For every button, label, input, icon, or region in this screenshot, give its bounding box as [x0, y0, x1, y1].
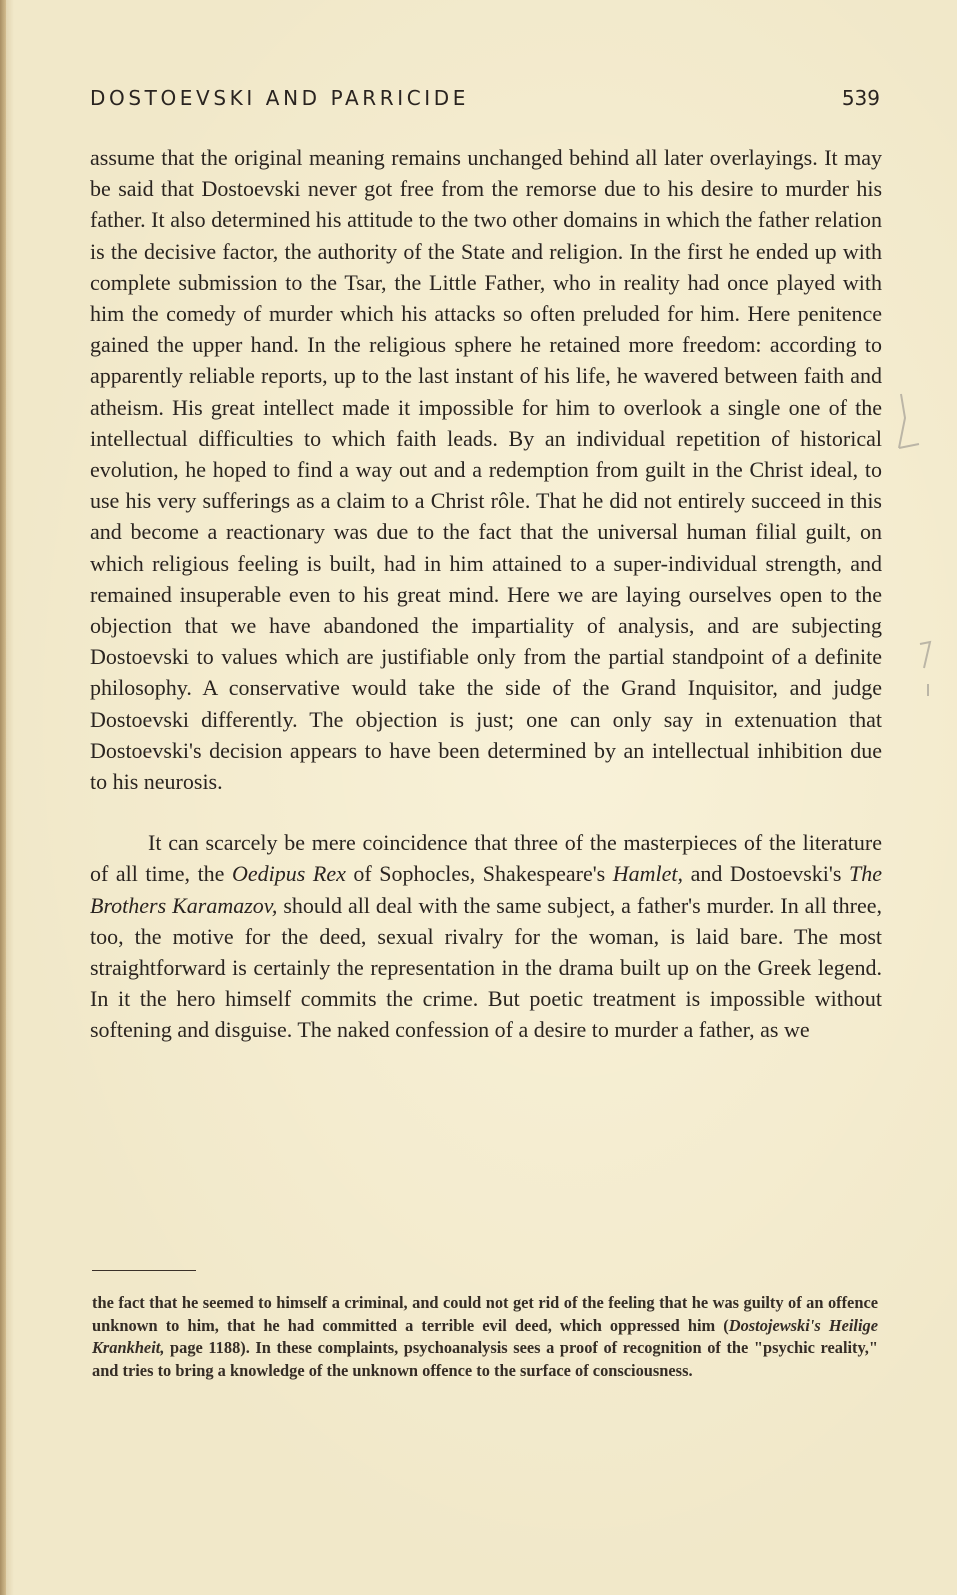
title-brothers-karamazov: The Brothers Karamazov, [90, 861, 882, 918]
footnote-divider [92, 1270, 196, 1271]
paragraph-1: assume that the original meaning remains unchanged behind all later overlayings. It may be said that Dostoevski never got free from the remorse due to his desire to murder his father. It also determined his attitude to the two other domains in which the father relation is the decisive factor, the authority of the State and religion. In the first he ended up with complete submission to the Tsar, the Little Father, who in reality had once played with him the comedy of murder which his attacks so often preluded for him. Here penitence gained the upper hand. In the religious sphere he retained more freedom: according to apparently reliable reports, up to the last instant of his life, he wavered between faith and atheism. His great intellect made it impossible for him to overlook a single one of the intellectual difficulties to which faith leads. By an individual repetition of historical evolution, he hoped to find a way out and a redemption from guilt in the Christ ideal, to use his very sufferings as a claim to a Christ rôle. That he did not entirely succeed in this and become a reactionary was due to the fact that the universal human filial guilt, on which religious feeling is built, had in him attained to a super-individual strength, and remained insuperable even to his great mind. Here we are laying ourselves open to the objection that we have abandoned the impartiality of analysis, and are subjecting Dostoevski to values which are justifiable only from the partial standpoint of a definite philosophy. A conservative would take the side of the Grand Inquisitor, and judge Dostoevski differently. The objection is just; one can only say in extenuation that Dostoevski's decision appears to have been determined by an intellectual inhibition due to his neurosis. [90, 145, 882, 795]
title-oedipus-rex: Oedipus Rex [232, 861, 346, 887]
footnote [92, 1292, 878, 1382]
footnote-text-a: the fact that he seemed to himself a criminal, and could not get rid of the feeling that he was guilty of an offence unknown to him, that he had committed a terrible evil deed, which oppressed him ( [92, 1293, 878, 1335]
paragraph-2 [90, 827, 882, 1045]
paragraph-2-text-b: of Sophocles, Shakespeare's [345, 861, 613, 887]
footnote-title: Dostojewski's Heilige Krankheit, [92, 1315, 878, 1358]
paragraph-2-text-c: and Dostoevski's [683, 861, 849, 887]
page-header [90, 86, 880, 118]
footnote-text-b: page 1188). In these complaints, psychoanalysis sees a proof of recognition of the "psychic reality," and tries to bring a knowledge of the unknown offence to the surface of consciousness. [92, 1338, 878, 1380]
running-head: DOSTOEVSKI AND PARRICIDE [90, 86, 470, 110]
paragraph-2-text-d: should all deal with the same subject, a father's murder. In all three, too, the motive for the deed, sexual rivalry for the woman, is laid bare. The most straightforward is certainly the representation in the drama built up on the Greek legend. In it the hero himself commits the crime. But poetic treatment is impossible without softening and disguise. The naked confession of a desire to murder a father, as we [90, 892, 883, 1043]
paragraph-2-text-a: It can scarcely be mere coincidence that three of the masterpieces of the literature of all time, the [90, 830, 882, 887]
title-hamlet: Hamlet, [612, 861, 684, 887]
footnote-text [92, 1292, 878, 1382]
margin-pencil-mark-mid [916, 640, 936, 700]
main-text [90, 142, 882, 1046]
page-number: 539 [841, 86, 880, 110]
margin-pencil-mark-top [895, 392, 925, 454]
page-binding-edge [0, 0, 6, 1595]
